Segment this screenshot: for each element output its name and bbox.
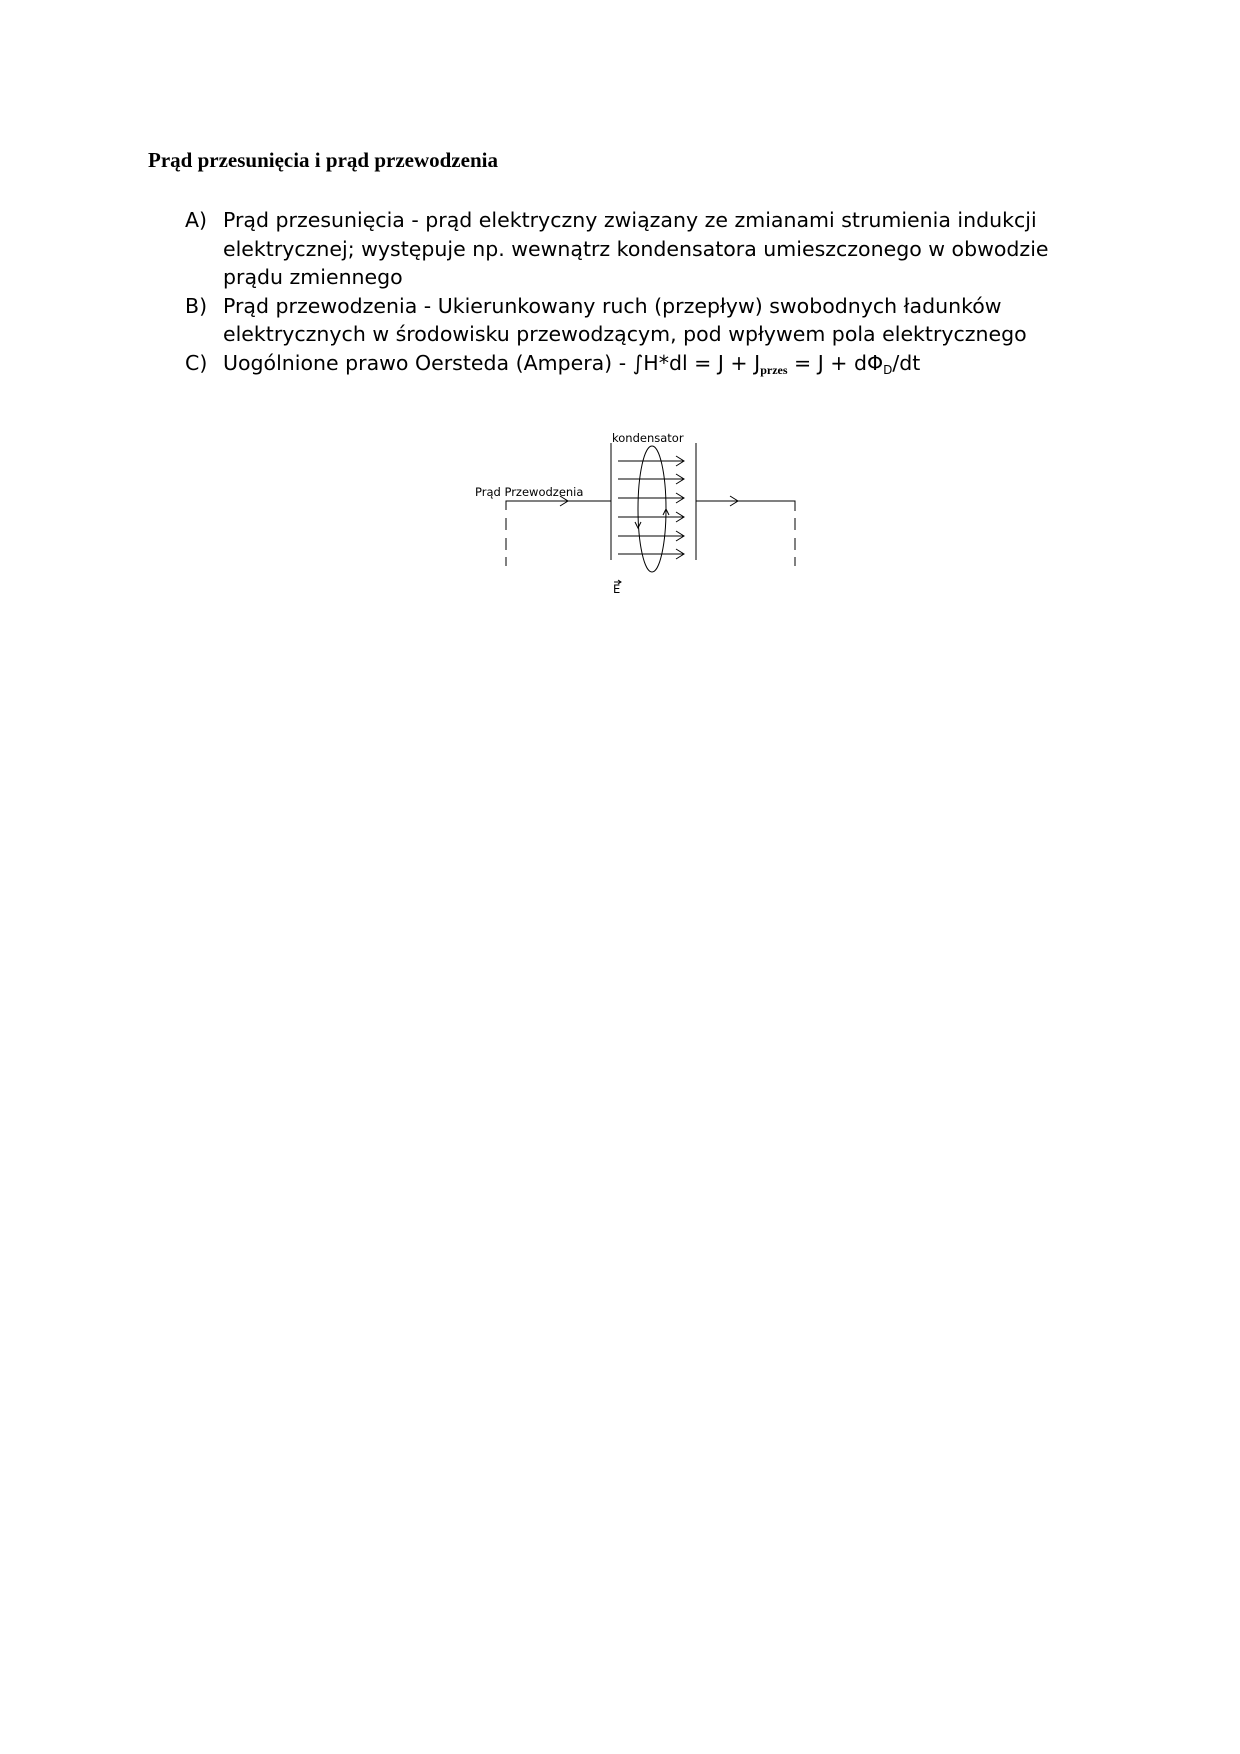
- magnetic-field-loop: [638, 446, 666, 572]
- formula-part: = J + dΦ: [787, 350, 884, 375]
- document-title: Prąd przesunięcia i prąd przewodzenia: [148, 148, 498, 172]
- left-wire: [506, 501, 611, 510]
- capacitor-label: kondensator: [612, 431, 684, 445]
- list-item-text: Prąd przesunięcia - prąd elektryczny związany ze zmianami strumienia indukcji elektrycznej; występuje np. wewnątrz kondensatora umieszczonego w obwodzie prądu zmiennego: [223, 208, 1049, 289]
- list-marker: C): [185, 350, 208, 375]
- list-item-text: Prąd przewodzenia - Ukierunkowany ruch (przepływ) swobodnych ładunków elektrycznych w środowisku przewodzącym, pod wpływem pola elektrycznego: [223, 293, 1027, 346]
- formula-part: Uogólnione prawo Oersteda (Ampera) - ∫H*dl = J + J: [223, 350, 761, 375]
- list-marker: A): [185, 208, 208, 232]
- field-label: E: [613, 582, 621, 596]
- right-wire: [696, 501, 795, 511]
- formula-subscript: przes: [760, 362, 788, 377]
- formula-part: /dt: [892, 350, 921, 375]
- formula-subscript: D: [883, 362, 893, 377]
- current-label: Prąd Przewodzenia: [475, 485, 584, 499]
- capacitor-diagram: [0, 0, 1240, 700]
- list-marker: B): [185, 293, 208, 318]
